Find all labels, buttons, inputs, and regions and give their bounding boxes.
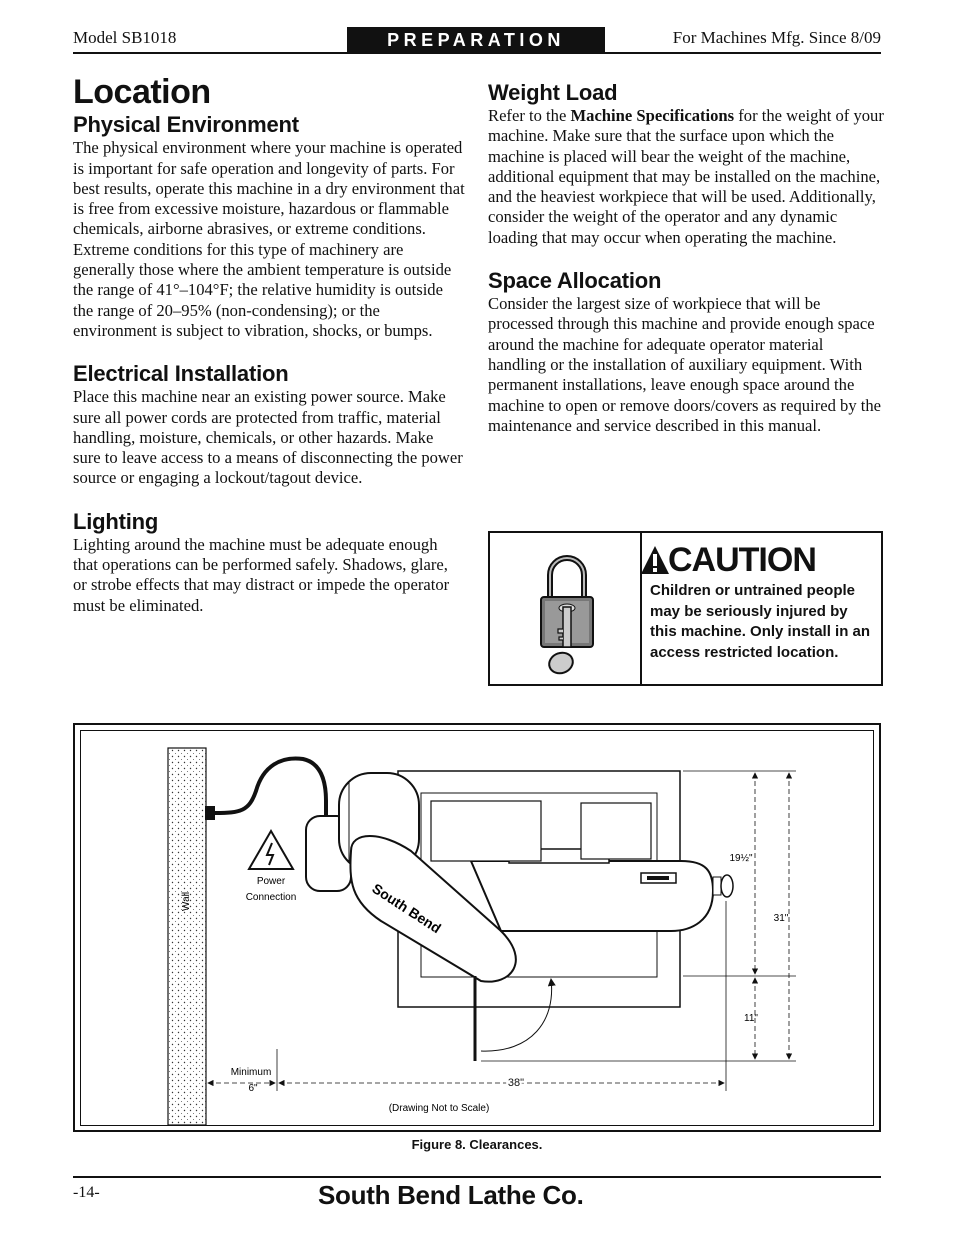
dimension-11-label: 11": [744, 1013, 758, 1024]
power-label: Power: [256, 876, 286, 887]
space-allocation-text: Consider the largest size of workpiece that will be processed through this machine and provide enough space around the machine for adequate operator material handling or the installation of auxiliary equipment. With permanent installations, leave enough space around the machine to open or remove doors/covers as required by the maintenance and service described in this manual.: [488, 294, 882, 435]
page-title: Location: [73, 73, 211, 111]
wall: [168, 748, 206, 1125]
header-section-title: PREPARATION: [347, 27, 605, 53]
connection-label: Connection: [245, 892, 297, 903]
clearance-drawing: [80, 730, 874, 1126]
minimum-label: Minimum: [230, 1067, 272, 1078]
header-model: Model SB1018: [73, 28, 177, 47]
footer-rule: [73, 1176, 881, 1178]
weight-text-pre: Refer to the: [488, 106, 571, 125]
weight-text-bold: Machine Specifications: [570, 106, 735, 125]
footer-brand-logo: South Bend Lathe Co.: [318, 1180, 584, 1210]
width-38-label: 38": [507, 1077, 525, 1089]
page-number: -14-: [73, 1184, 100, 1201]
right-column: [488, 80, 884, 456]
header-rule: [73, 52, 881, 54]
machine-brand-label: South Bend: [369, 880, 444, 937]
caution-text: Children or untrained people may be seriously injured by this machine. Only install in an access restricted location.: [650, 582, 871, 661]
padlock-key-icon: [490, 533, 642, 684]
heading-weight-load: Weight Load: [488, 80, 618, 105]
scale-note: (Drawing Not to Scale): [388, 1103, 490, 1114]
caution-title: CAUTION: [668, 541, 816, 579]
caution-box: [488, 531, 883, 686]
figure-caption: Figure 8. Clearances.: [411, 1137, 543, 1152]
heading-space-allocation: Space Allocation: [488, 268, 662, 294]
weight-load-text: [488, 106, 884, 248]
wall-label: Wall: [181, 891, 192, 911]
heading-physical-environment: Physical Environment: [73, 112, 299, 138]
electrical-installation-text: Place this machine near an existing power source. Make sure all power cords are protected from traffic, material handling, moisture, chemicals, or other hazards. Make sure to leave access to a means of disconnecting the power source or engaging a lockout/tagout device.: [73, 387, 463, 488]
minimum-6-label: 6": [248, 1083, 258, 1094]
warning-triangle-icon: [640, 545, 670, 575]
header-note: For Machines Mfg. Since 8/09: [672, 28, 881, 47]
clearance-figure: [73, 723, 881, 1132]
dimension-19-5-label: 19½": [729, 853, 753, 864]
heading-lighting: Lighting: [73, 508, 159, 534]
weight-text-post: for the weight of your machine. Make sure that the surface upon which the machine is placed will bear the weight of the machine, additional equipment that may be installed on the machine, and the heaviest workpiece that will be used. Additionally, consider the weight of the operator and any dynamic loading that may occur when operating the machine.: [488, 106, 884, 247]
physical-environment-text: The physical environment where your machine is operated is important for safe operation and longevity of parts. For best results, operate this machine in a dry environment that is free from excessive moisture, hazardous or flammable chemicals, airborne abrasives, or extreme conditions. Extreme conditions for this type of machinery are generally those where the ambient temperature is outside the range of 41°–104°F; the relative humidity is outside the range of 20–95% (non-condensing); or the environment is subject to vibration, shocks, or bumps.: [73, 138, 465, 340]
dimension-31-label: 31": [773, 913, 789, 924]
left-column: [73, 73, 465, 636]
heading-electrical-installation: Electrical Installation: [73, 361, 289, 387]
lighting-text: Lighting around the machine must be adequate enough that operations can be performed safely. Shadows, glare, or strobe effects that may distract or impede the operator must be eliminated.: [73, 534, 450, 615]
electrical-warning-icon: [249, 831, 293, 869]
